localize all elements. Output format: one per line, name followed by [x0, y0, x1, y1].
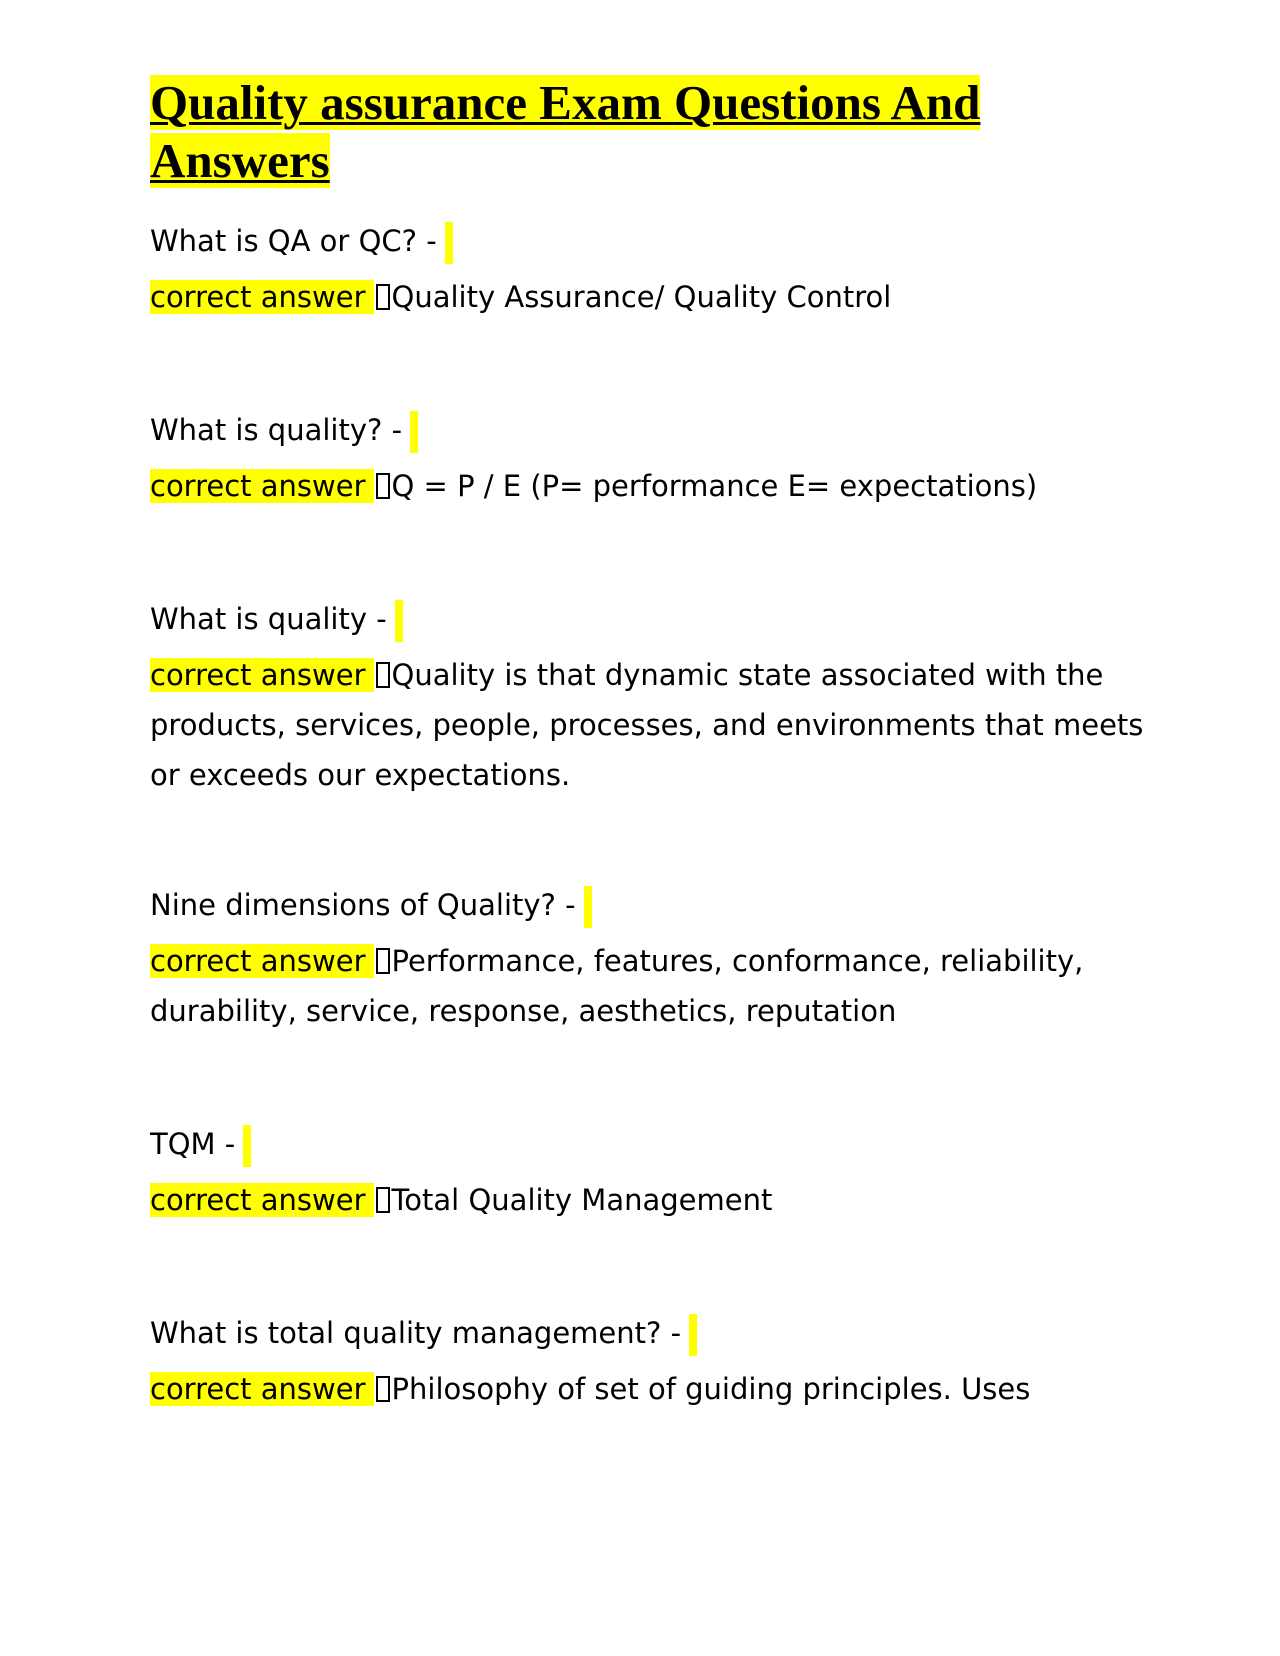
- answer-line: [150, 272, 1150, 322]
- missing-glyph-icon: [376, 1376, 390, 1402]
- answer-line: [150, 650, 1150, 700]
- highlight-mark: [410, 411, 418, 453]
- question-text: What is total quality management? -: [150, 1316, 682, 1350]
- highlight-mark: [689, 1314, 697, 1356]
- answer-3: [150, 650, 1150, 800]
- answer-6: [150, 1364, 1150, 1414]
- answer-text: Total Quality Management: [391, 1183, 773, 1217]
- answer-line: or exceeds our expectations.: [150, 758, 571, 792]
- correct-answer-label: correct answer: [150, 280, 374, 314]
- answer-text: Performance, features, conformance, reliability,: [391, 944, 1084, 978]
- answer-line: [150, 1175, 1150, 1225]
- highlight-mark: [243, 1125, 251, 1167]
- correct-answer-label: correct answer: [150, 944, 374, 978]
- answer-5: [150, 1175, 1150, 1225]
- question-text: Nine dimensions of Quality? -: [150, 888, 576, 922]
- question-2: [150, 408, 418, 452]
- missing-glyph-icon: [376, 1187, 390, 1213]
- highlight-mark: [584, 886, 592, 928]
- highlight-mark: [445, 222, 453, 264]
- question-text: What is quality -: [150, 602, 387, 636]
- missing-glyph-icon: [376, 284, 390, 310]
- missing-glyph-icon: [376, 662, 390, 688]
- question-text: What is QA or QC? -: [150, 224, 437, 258]
- correct-answer-label: correct answer: [150, 658, 374, 692]
- question-text: What is quality? -: [150, 413, 403, 447]
- answer-line: [150, 1364, 1150, 1414]
- document-title-text: Quality assurance Exam Questions And Answers: [150, 75, 981, 188]
- answer-line: durability, service, response, aesthetics, reputation: [150, 994, 897, 1028]
- missing-glyph-icon: [376, 948, 390, 974]
- question-3: [150, 597, 403, 641]
- question-5: [150, 1122, 251, 1166]
- correct-answer-label: correct answer: [150, 469, 374, 503]
- answer-text: Q = P / E (P= performance E= expectations): [391, 469, 1038, 503]
- answer-line: products, services, people, processes, and environments that meets: [150, 708, 1144, 742]
- missing-glyph-icon: [376, 473, 390, 499]
- highlight-mark: [395, 600, 403, 642]
- answer-4: [150, 936, 1150, 1036]
- question-4: [150, 883, 592, 927]
- answer-2: [150, 461, 1150, 511]
- document-title: [150, 74, 1050, 190]
- question-text: TQM -: [150, 1127, 236, 1161]
- answer-line: [150, 936, 1150, 986]
- answer-text: Quality Assurance/ Quality Control: [391, 280, 892, 314]
- answer-1: [150, 272, 1150, 322]
- correct-answer-label: correct answer: [150, 1183, 374, 1217]
- answer-line: [150, 461, 1150, 511]
- correct-answer-label: correct answer: [150, 1372, 374, 1406]
- answer-text: Quality is that dynamic state associated with the: [391, 658, 1104, 692]
- question-1: [150, 219, 453, 263]
- question-6: [150, 1311, 697, 1355]
- answer-text: Philosophy of set of guiding principles. Uses: [391, 1372, 1031, 1406]
